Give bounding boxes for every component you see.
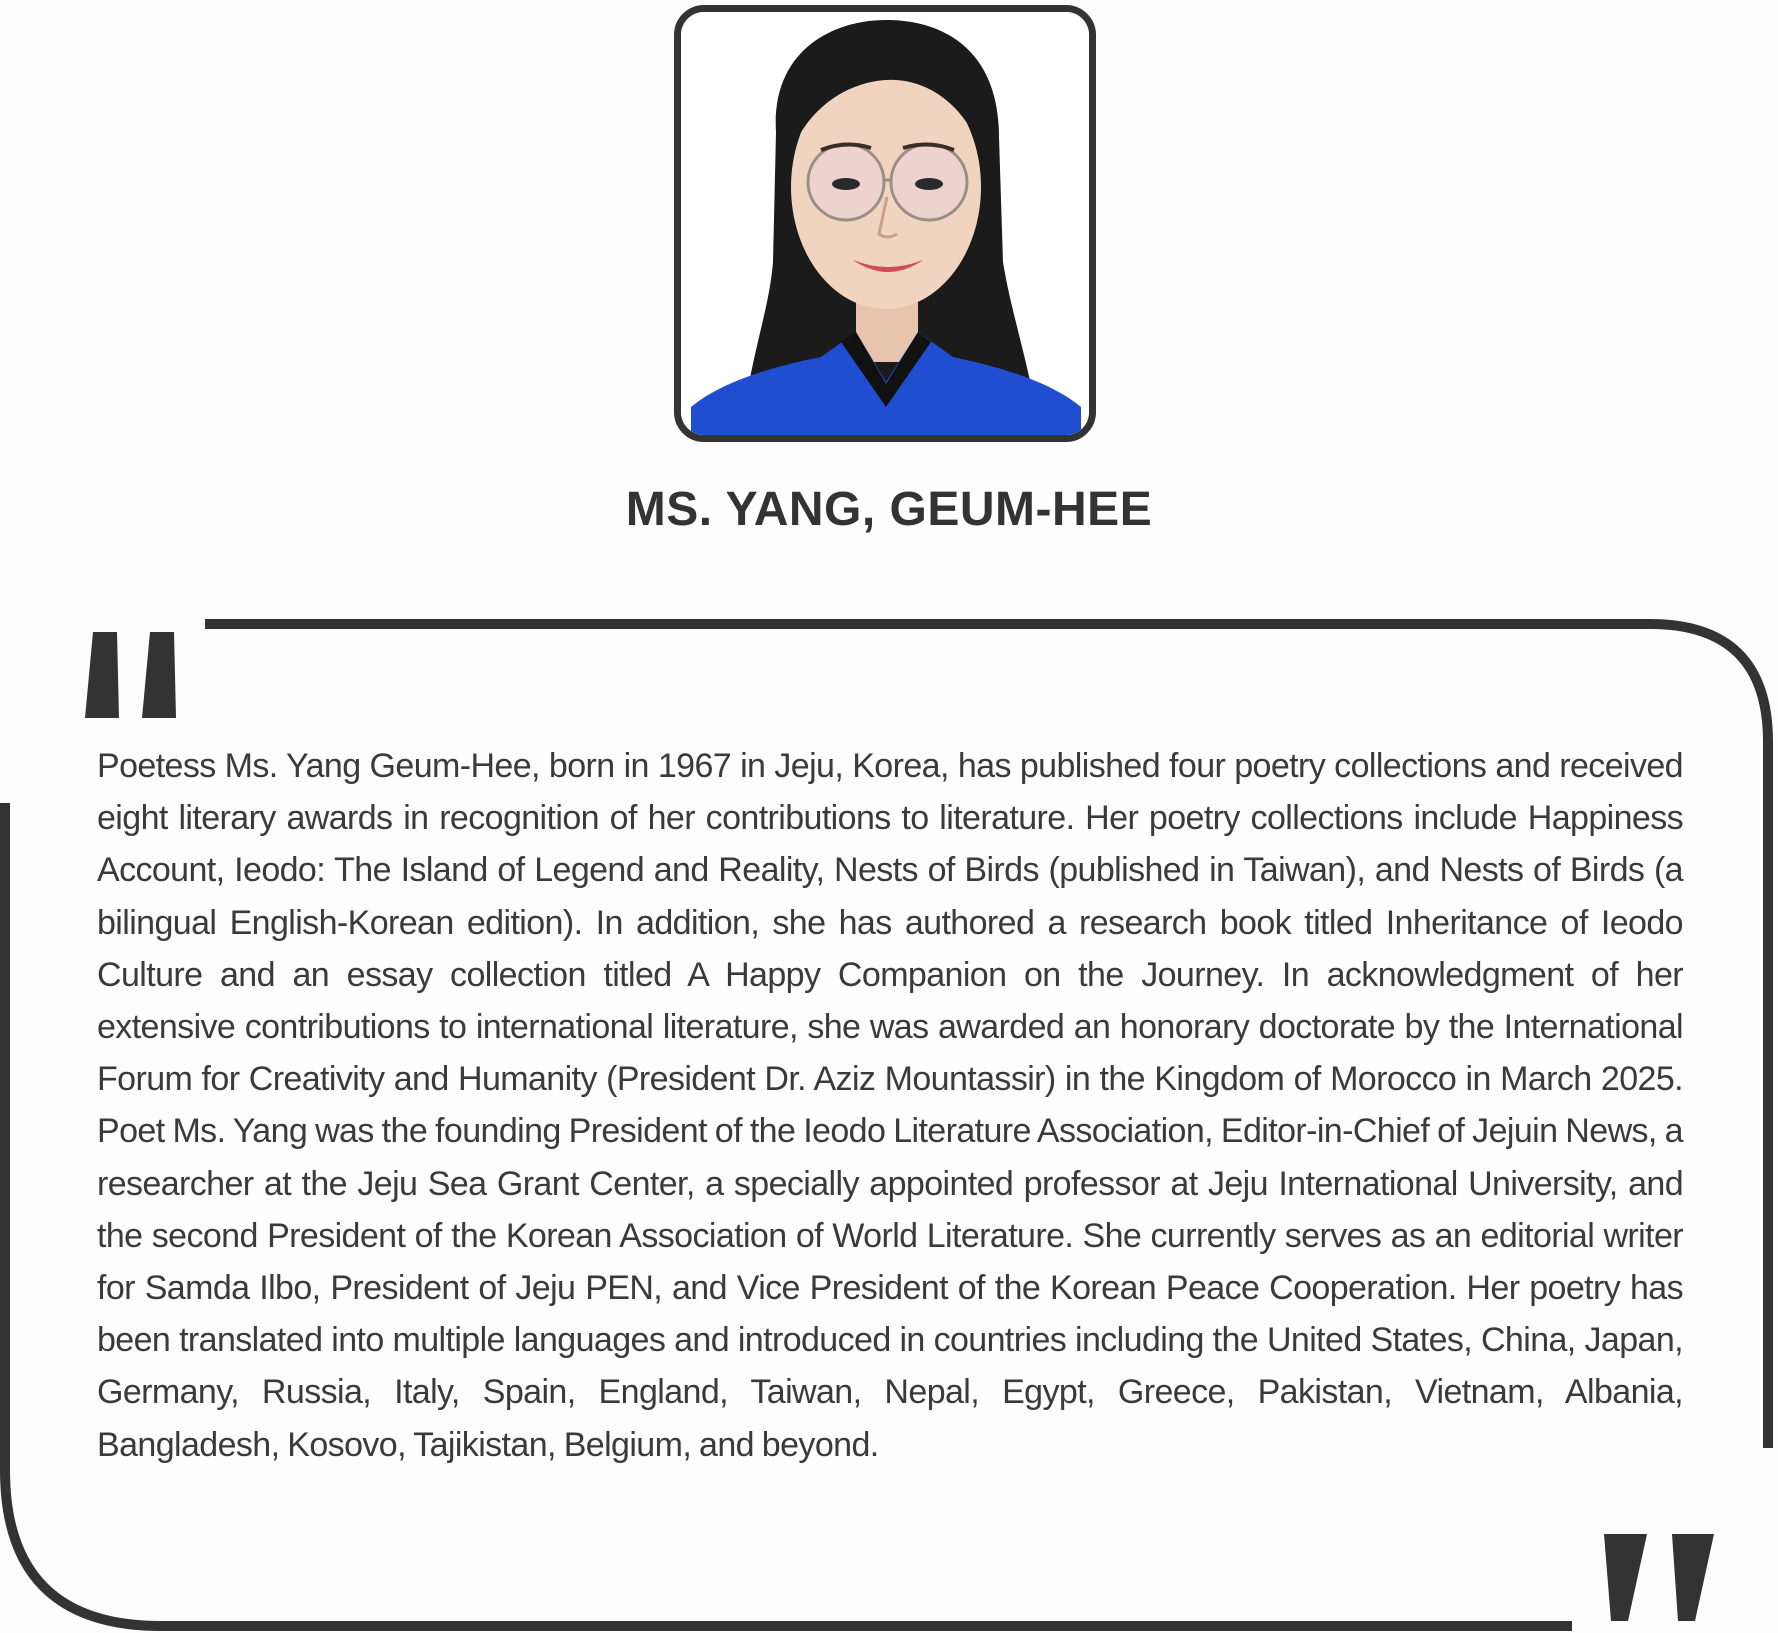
person-name: MS. YANG, GEUM-HEE	[625, 483, 1153, 536]
open-quote-icon	[85, 632, 176, 718]
biography-text: Poetess Ms. Yang Geum-Hee, born in 1967 in Jeju, Korea, has published four poetry collections and received eight literary awards in recognition of her contributions to literature. Her poetry collections include Happiness Account, Ieodo: The Island of Legend and Reality, Nests of Birds (published in Taiwan), and Nests of Birds (a bilingual English-Korean edition). In addition, she has authored a research book titled Inheritance of Ieodo Culture and an essay collection titled A Happy Companion on the Journey. In acknowledgment of her extensive contributions to international literature, she was awarded an honorary doctorate by the International Forum for Creativity and Humanity (President Dr. Aziz Mountassir) in the Kingdom of Morocco in March 2025. Poet Ms. Yang was the founding President of the Ieodo Literature Association, Editor-in-Chief of Jejuin News, a researcher at the Jeju Sea Grant Center, a specially appointed professor at Jeju International University, and the second President of the Korean Association of World Literature. She currently serves as an editorial writer for Samda Ilbo, President of Jeju PEN, and Vice President of the Korean Peace Cooperation. Her poetry has been translated into multiple languages and introduced in countries including the United States, China, Japan, Germany, Russia, Italy, Spain, England, Taiwan, Nepal, Egypt, Greece, Pakistan, Vietnam, Albania, Bangladesh, Kosovo, Tajikistan, Belgium, and beyond.	[97, 747, 1683, 1464]
close-quote-icon	[1604, 1534, 1714, 1621]
